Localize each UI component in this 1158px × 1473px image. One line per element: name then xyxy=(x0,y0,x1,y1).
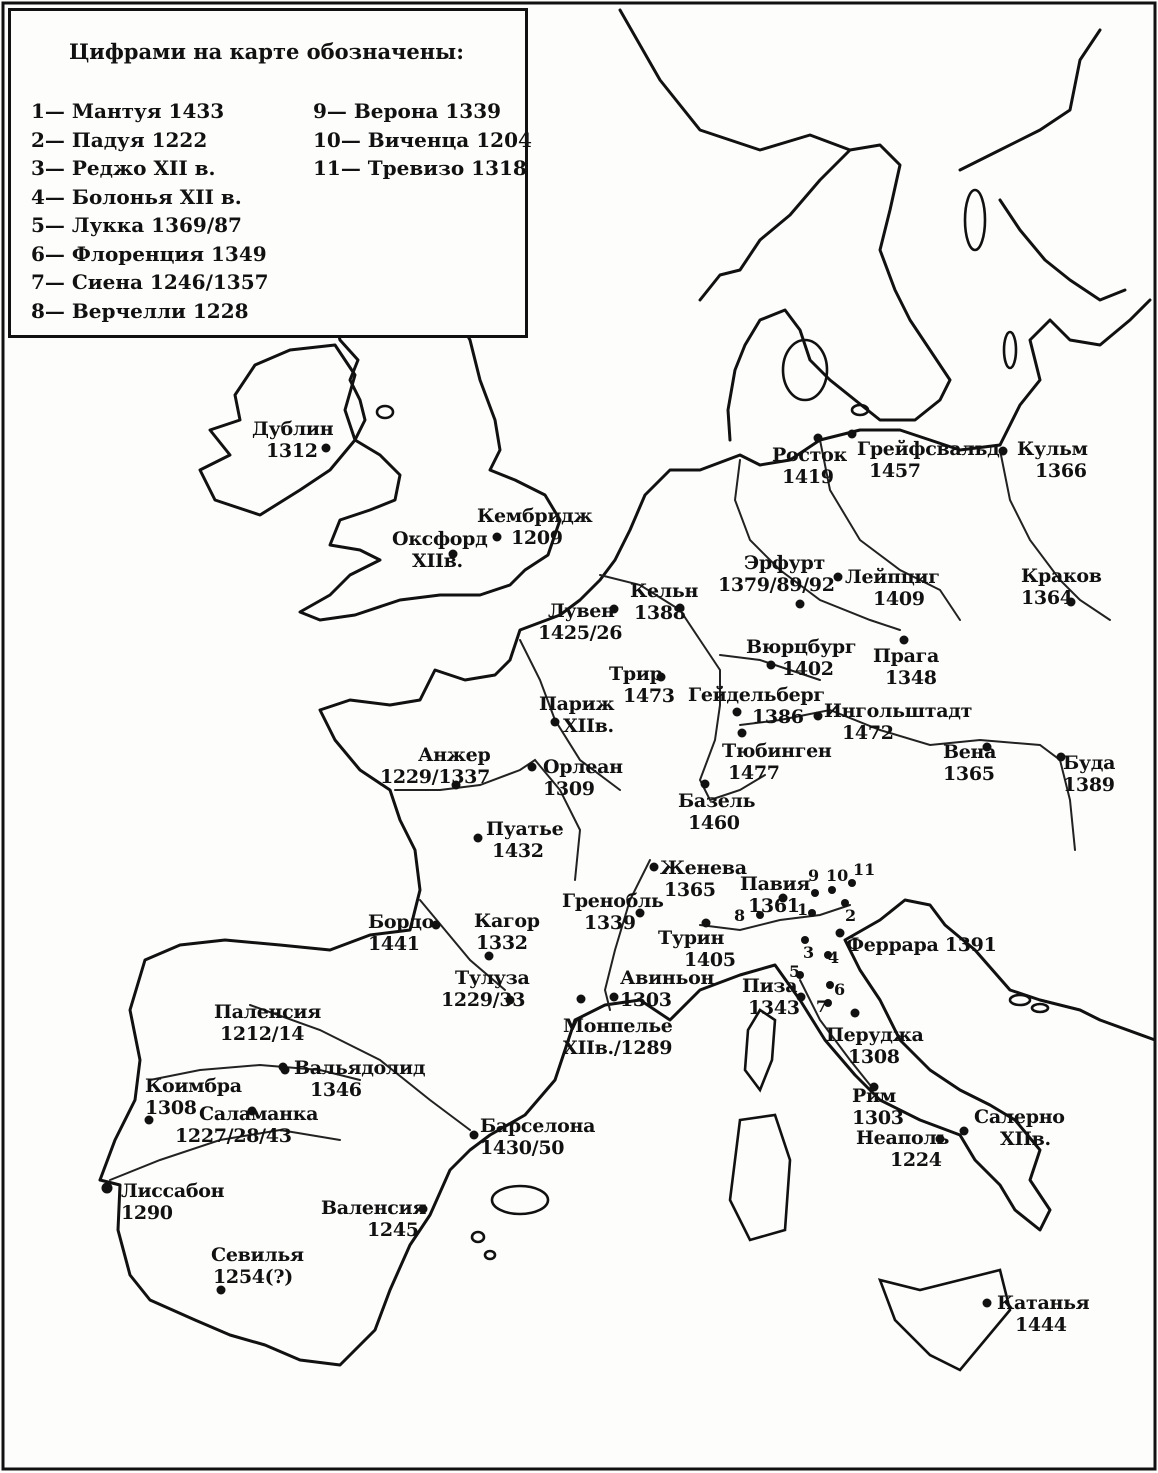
city-label-valladolid: Вальядолид 1346 xyxy=(294,1057,426,1101)
island-sardinia xyxy=(730,1115,790,1240)
dot-kulm xyxy=(999,447,1008,456)
legend-left-column xyxy=(31,97,269,325)
legend-title: Цифрами на карте обозначены: xyxy=(69,39,464,64)
legend-entry: 8— Верчелли 1228 xyxy=(31,298,249,323)
city-label-angers: Анжер 1229/1337 xyxy=(380,744,491,788)
dot-montpellier xyxy=(577,995,586,1004)
dot-greifswald xyxy=(848,430,857,439)
legend-entry: 11— Тревизо 1318 xyxy=(313,156,527,180)
city-label-pavia: Павия 1361 xyxy=(740,873,811,917)
city-label-pisa: Пиза 1343 xyxy=(742,975,800,1019)
city-label-catania: Катанья 1444 xyxy=(997,1292,1090,1336)
legend-entry: 1— Мантуя 1433 xyxy=(31,99,225,123)
number-6: 6 xyxy=(834,980,846,999)
legend-right-column xyxy=(313,97,532,183)
island-corsica xyxy=(745,1010,775,1090)
number-7: 7 xyxy=(816,997,828,1016)
number-3: 3 xyxy=(803,943,815,962)
city-label-cahors: Кагор 1332 xyxy=(474,910,540,954)
number-5: 5 xyxy=(789,962,801,981)
city-label-rome: Рим 1303 xyxy=(852,1085,904,1129)
city-label-orleans: Орлеан 1309 xyxy=(543,756,623,800)
dot-barcelona xyxy=(470,1131,479,1140)
city-label-grenoble: Гренобль 1339 xyxy=(562,890,664,934)
dot-catania xyxy=(983,1299,992,1308)
dot-lisbon xyxy=(102,1183,113,1194)
legend-entry: 6— Флоренция 1349 xyxy=(31,241,267,266)
dot-rostock xyxy=(814,434,823,443)
city-label-poitiers: Пуатье 1432 xyxy=(486,818,564,862)
dot-perugia xyxy=(851,1009,860,1018)
city-label-erfurt: Эрфурт 1379/89/92 xyxy=(718,552,835,596)
city-label-bordeaux: Бордо 1441 xyxy=(368,911,435,955)
number-10: 10 xyxy=(826,866,849,885)
city-label-ferrara: Феррара 1391 xyxy=(846,934,997,956)
legend-entry: 2— Падуя 1222 xyxy=(31,127,208,152)
legend-box xyxy=(8,8,532,338)
city-label-vienna: Вена 1365 xyxy=(943,741,997,785)
city-label-avignon: Авиньон 1303 xyxy=(620,967,715,1011)
legend-entry: 5— Лукка 1369/87 xyxy=(31,213,242,237)
dot-erfurt xyxy=(796,600,805,609)
city-label-trier: Трир 1473 xyxy=(609,663,675,707)
city-label-perugia: Перуджа 1308 xyxy=(826,1024,924,1068)
city-label-basel: Базель 1460 xyxy=(678,790,756,834)
dot-salerno xyxy=(960,1127,969,1136)
dot-prague xyxy=(900,636,909,645)
dot-basel xyxy=(701,780,710,789)
dot-valladolid xyxy=(281,1066,290,1075)
city-label-tubingen: Тюбинген 1477 xyxy=(722,740,832,784)
island-sicily xyxy=(880,1270,1010,1370)
city-label-cambridge: Кембридж 1209 xyxy=(477,505,593,549)
city-label-naples: Неаполь 1224 xyxy=(856,1127,950,1171)
city-label-lisbon: Лиссабон 1290 xyxy=(121,1180,225,1224)
legend-entry: 4— Болонья XII в. xyxy=(31,184,242,209)
dot-florence xyxy=(826,981,834,989)
city-label-valencia: Валенсия 1245 xyxy=(321,1197,427,1241)
city-label-dublin: Дублин 1312 xyxy=(252,418,334,462)
city-label-kulm: Кульм 1366 xyxy=(1017,438,1088,482)
city-label-montpellier: Монпелье XIIв./1289 xyxy=(563,1015,673,1059)
city-label-oxford: Оксфорд XIIв. xyxy=(392,528,488,572)
city-label-barcelona: Барселона 1430/50 xyxy=(480,1115,596,1159)
city-label-palencia: Паленсия 1212/14 xyxy=(214,1001,321,1045)
number-11: 11 xyxy=(853,860,876,879)
coast-scandinavia xyxy=(700,145,950,440)
dot-treviso xyxy=(848,879,856,887)
city-label-greifswald: Грейфсвальд 1457 xyxy=(857,438,1000,482)
number-2: 2 xyxy=(845,906,857,925)
number-4: 4 xyxy=(828,948,840,967)
dot-orleans xyxy=(528,763,537,772)
city-label-krakow: Краков 1364 xyxy=(1021,565,1102,609)
dot-leipzig xyxy=(834,573,843,582)
city-label-koln: Кельн 1388 xyxy=(630,580,699,624)
dot-vicenza xyxy=(828,886,836,894)
coast-finland xyxy=(960,30,1100,170)
city-label-salerno: Салерно XIIв. xyxy=(974,1106,1065,1150)
city-label-heidelberg: Гейдельберг 1386 xyxy=(688,684,825,728)
number-8: 8 xyxy=(734,906,746,925)
number-1: 1 xyxy=(797,900,809,919)
legend-entry: 9— Верона 1339 xyxy=(313,99,502,123)
city-label-salamanca: Саламанка 1227/28/43 xyxy=(175,1103,319,1147)
city-label-prague: Прага 1348 xyxy=(873,645,939,689)
city-label-coimbra: Коимбра 1308 xyxy=(145,1075,242,1119)
city-label-turin: Турин 1405 xyxy=(658,927,736,971)
city-label-wurzburg: Вюрцбург 1402 xyxy=(746,636,857,680)
dot-poitiers xyxy=(474,834,483,843)
dot-verona xyxy=(811,889,819,897)
city-label-rostock: Росток 1419 xyxy=(772,444,847,488)
number-9: 9 xyxy=(808,866,820,885)
city-label-seville: Севилья 1254(?) xyxy=(211,1244,304,1288)
city-label-leipzig: Лейпциг 1409 xyxy=(845,566,940,610)
legend-entry: 3— Реджо XII в. xyxy=(31,156,216,180)
city-label-ingolstadt: Ингольштадт 1472 xyxy=(824,700,973,744)
city-label-leuven: Лувен 1425/26 xyxy=(538,600,623,644)
legend-entry: 10— Виченца 1204 xyxy=(313,127,532,152)
dot-geneva xyxy=(650,863,659,872)
city-label-toulouse: Тулуза 1229/33 xyxy=(441,967,530,1011)
dot-tubingen xyxy=(738,729,747,738)
city-label-paris: Париж XIIв. xyxy=(539,693,615,737)
city-label-geneva: Женева 1365 xyxy=(660,857,747,901)
dot-ferrara xyxy=(836,929,845,938)
dot-avignon xyxy=(610,993,619,1002)
city-label-buda: Буда 1389 xyxy=(1063,752,1116,796)
legend-entry: 7— Сиена 1246/1357 xyxy=(31,270,269,294)
